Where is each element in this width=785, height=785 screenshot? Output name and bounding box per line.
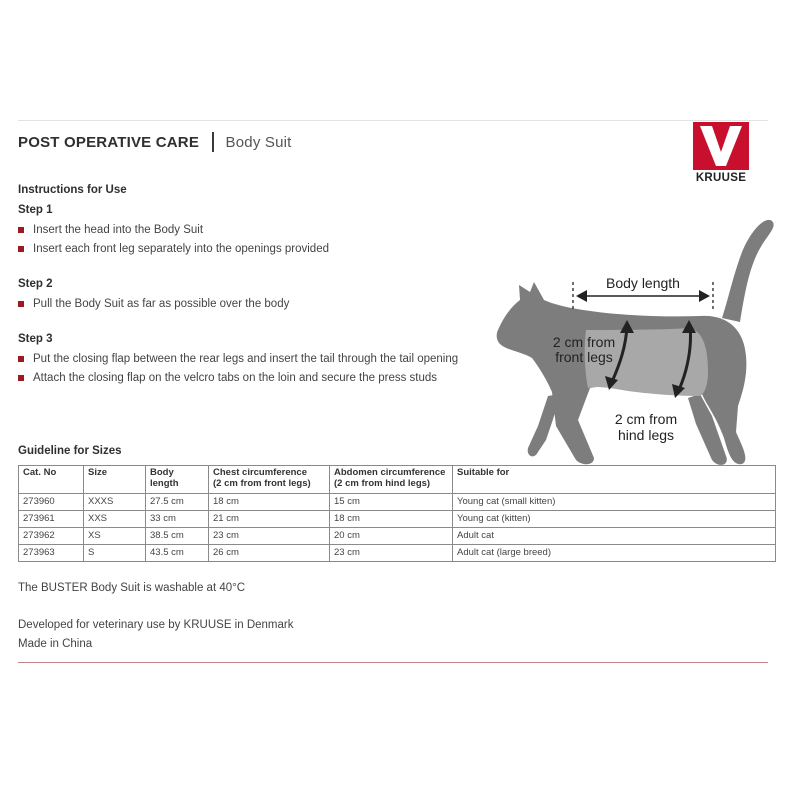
logo-wordmark: KRUUSE <box>695 172 747 184</box>
sizes-heading: Guideline for Sizes <box>18 445 122 457</box>
step-3-title: Step 3 <box>18 333 53 345</box>
column-header-size: Size <box>84 466 146 494</box>
step-2-title: Step 2 <box>18 278 53 290</box>
column-header-abdomen: Abdomen circumference (2 cm from hind legs) <box>330 466 453 494</box>
instructions-heading: Instructions for Use <box>18 184 127 196</box>
hind-legs-label-line-1: 2 cm from <box>614 411 678 427</box>
size-guide-table <box>18 465 776 562</box>
page-title: POST OPERATIVE CARE <box>18 133 200 151</box>
cat-measurement-diagram <box>490 212 780 472</box>
bullet-square-icon <box>18 356 24 362</box>
cat-silhouette-icon <box>490 212 780 472</box>
top-divider <box>18 120 768 121</box>
column-header-body-length: Body length <box>146 466 209 494</box>
bullet-square-icon <box>18 227 24 233</box>
step-2-list <box>18 294 289 313</box>
bullet-square-icon <box>18 375 24 381</box>
origin-note: Made in China <box>18 638 93 650</box>
body-length-label: Body length <box>606 275 680 291</box>
table-header-row <box>19 466 776 494</box>
table-row: 273963 S 43.5 cm 26 cm 23 cm Adult cat (large breed) <box>19 545 776 562</box>
washable-note: The BUSTER Body Suit is washable at 40°C <box>18 582 246 594</box>
bottom-divider <box>18 662 768 663</box>
column-header-chest: Chest circumference (2 cm from front legs) <box>209 466 330 494</box>
list-item: Insert the head into the Body Suit <box>18 220 329 239</box>
list-item: Attach the closing flap on the velcro tabs on the loin and secure the press studs <box>18 368 458 387</box>
column-header-suitable-for: Suitable for <box>453 466 776 494</box>
hind-legs-label-line-2: hind legs <box>617 427 675 443</box>
table-row: 273961 XXS 33 cm 21 cm 18 cm Young cat (kitten) <box>19 511 776 528</box>
table-row: 273960 XXXS 27.5 cm 18 cm 15 cm Young cat (small kitten) <box>19 494 776 511</box>
table-row: 273962 XS 38.5 cm 23 cm 20 cm Adult cat <box>19 528 776 545</box>
developed-note: Developed for veterinary use by KRUUSE in Denmark <box>18 619 294 631</box>
front-legs-label-line-2: front legs <box>555 349 613 365</box>
page-subtitle: Body Suit <box>225 133 292 151</box>
bullet-square-icon <box>18 301 24 307</box>
list-item: Insert each front leg separately into the openings provided <box>18 239 329 258</box>
list-item: Pull the Body Suit as far as possible over the body <box>18 294 289 313</box>
step-1-title: Step 1 <box>18 204 53 216</box>
bullet-square-icon <box>18 246 24 252</box>
header-divider <box>212 132 214 152</box>
list-item: Put the closing flap between the rear legs and insert the tail through the tail opening <box>18 349 458 368</box>
step-1-list <box>18 220 329 258</box>
column-header-cat-no: Cat. No <box>19 466 84 494</box>
document-header <box>18 132 292 152</box>
kruuse-logo <box>693 122 749 184</box>
front-legs-label-line-1: 2 cm from <box>552 334 616 350</box>
kruuse-v-icon <box>693 122 749 170</box>
step-3-list <box>18 349 458 387</box>
